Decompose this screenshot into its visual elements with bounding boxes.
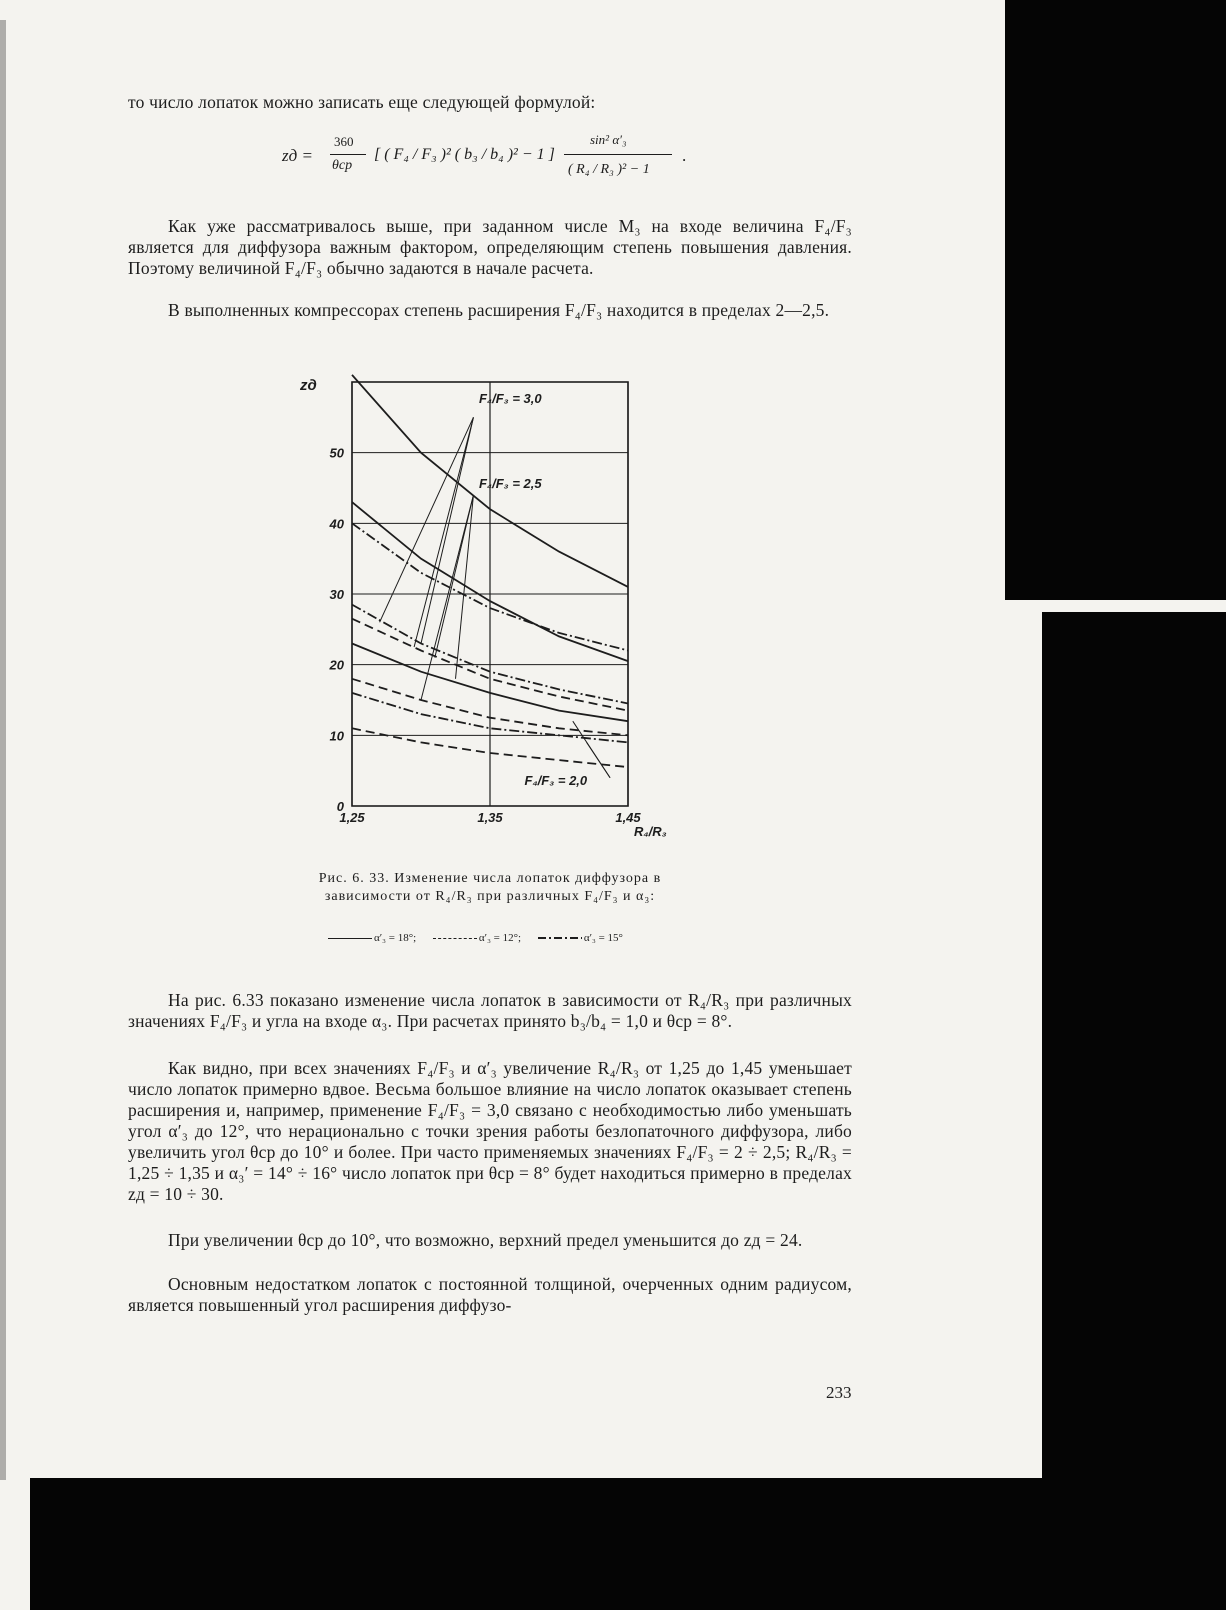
legend-item-solid (328, 932, 416, 944)
annotation-leader-line (573, 721, 610, 778)
formula-coef-denominator: θср (332, 158, 353, 173)
y-tick-label: 10 (329, 728, 344, 744)
annotation-leader-line (421, 495, 473, 700)
formula-rhs-fraction-bar (564, 154, 672, 155)
scan-dark-edge-right-lower (1042, 612, 1226, 1610)
annotation-label: F₄/F₃ = 3,0 (478, 391, 542, 407)
x-axis-label: R₄/R₃ (634, 824, 667, 839)
legend-label-solid: α′₃ = 18°; (374, 932, 417, 944)
formula-coef-fraction-bar (330, 154, 366, 155)
legend-label-dash-dot: α′₃ = 15° (583, 932, 623, 944)
y-tick-label: 30 (329, 587, 344, 602)
scan-dark-edge-bottom (30, 1478, 1226, 1610)
legend-label-dashed: α′₃ = 12°; (478, 932, 522, 944)
x-tick-label: 1,25 (339, 810, 365, 825)
legend-item-dashed (433, 932, 521, 944)
formula-rhs-numerator: sin² α′₃ (590, 132, 627, 147)
legend-item-dash-dot (538, 932, 623, 944)
legend-swatch-solid (328, 938, 372, 939)
figure-6-33 (290, 372, 690, 867)
y-tick-label: 40 (329, 516, 344, 532)
paragraph-6: Основным недостатком лопаток с постоянной толщиной, очерченных одним радиусом, является повышенный угол расширения диффузо- (128, 1274, 852, 1315)
formula-coef-numerator: 360 (334, 134, 354, 149)
formula-rhs-denominator: ( R₄ / R₃ )² − 1 (568, 162, 650, 177)
paragraph-2: В выполненных компрессорах степень расширения F₄/F₃ находится в пределах 2—2,5. (168, 300, 830, 320)
legend-swatch-dashed (433, 938, 477, 939)
x-tick-label: 1,45 (615, 810, 641, 825)
y-tick-label: 0 (336, 799, 344, 814)
formula-intro: то число лопаток можно записать еще следующей формулой: (128, 92, 596, 112)
paragraph-5: При увеличении θср до 10°, что возможно, верхний предел уменьшится до zд = 24. (168, 1230, 803, 1250)
annotation-leader-line (456, 495, 474, 679)
figure-legend (328, 932, 698, 944)
formula-bracket-term: [ ( F₄ / F₃ )² ( b₃ / b₄ )² − 1 ] (374, 146, 555, 163)
y-axis-label: zд (300, 377, 317, 394)
page-number: 233 (826, 1383, 852, 1402)
paragraph-1: Как уже рассматривалось выше, при заданном числе M₃ на входе величина F₄/F₃ является для диффузора важным фактором, определяющим степень повышения давления. Поэтому величиной F₄/F₃ обычно задаются в начале расчета. (128, 216, 852, 278)
scan-dark-edge-right-upper (1005, 0, 1226, 600)
annotation-leader-line (421, 417, 473, 643)
paragraph-4: Как видно, при всех значениях F₄/F₃ и α′₃ увеличение R₄/R₃ от 1,25 до 1,45 уменьшает число лопаток примерно вдвое. Весьма большое влияние на число лопаток оказывает степень расширения и, например, применение F₄/F₃ = 3,0 связано с необходимостью либо уменьшать угол α′₃ до 12°, что нерационально с точки зрения работы безлопаточного диффузора, либо увеличить угол θср до 10° и более. При часто применяемых значениях F₄/F₃ = 2 ÷ 2,5; R₄/R₃ = 1,25 ÷ 1,35 и α₃′ = 14° ÷ 16° число лопаток при θср = 8° будет находиться примерно в пределах zд = 10 ÷ 30. (128, 1058, 852, 1204)
paragraph-3: На рис. 6.33 показано изменение числа лопаток в зависимости от R₄/R₃ при различных значениях F₄/F₃ и угла на входе α₃. При расчетах принято b₃/b₄ = 1,0 и θср = 8°. (128, 990, 852, 1031)
formula-end: . (682, 146, 687, 165)
y-tick-label: 20 (329, 657, 344, 673)
formula-blade-count (282, 132, 702, 212)
y-tick-label: 50 (329, 445, 344, 461)
figure-caption: Рис. 6. 33. Изменение числа лопаток диффузора в зависимости от R₄/R₃ при различных F₄/F₃ и α₃: (318, 871, 662, 904)
chart-blade-count (290, 372, 690, 862)
formula-lhs: zд = (282, 146, 313, 165)
annotation-label: F₄/F₃ = 2,5 (478, 476, 542, 491)
legend-swatch-dash-dot (538, 937, 582, 939)
x-tick-label: 1,35 (477, 810, 503, 825)
annotation-label: F₄/F₃ = 2,0 (524, 772, 588, 788)
